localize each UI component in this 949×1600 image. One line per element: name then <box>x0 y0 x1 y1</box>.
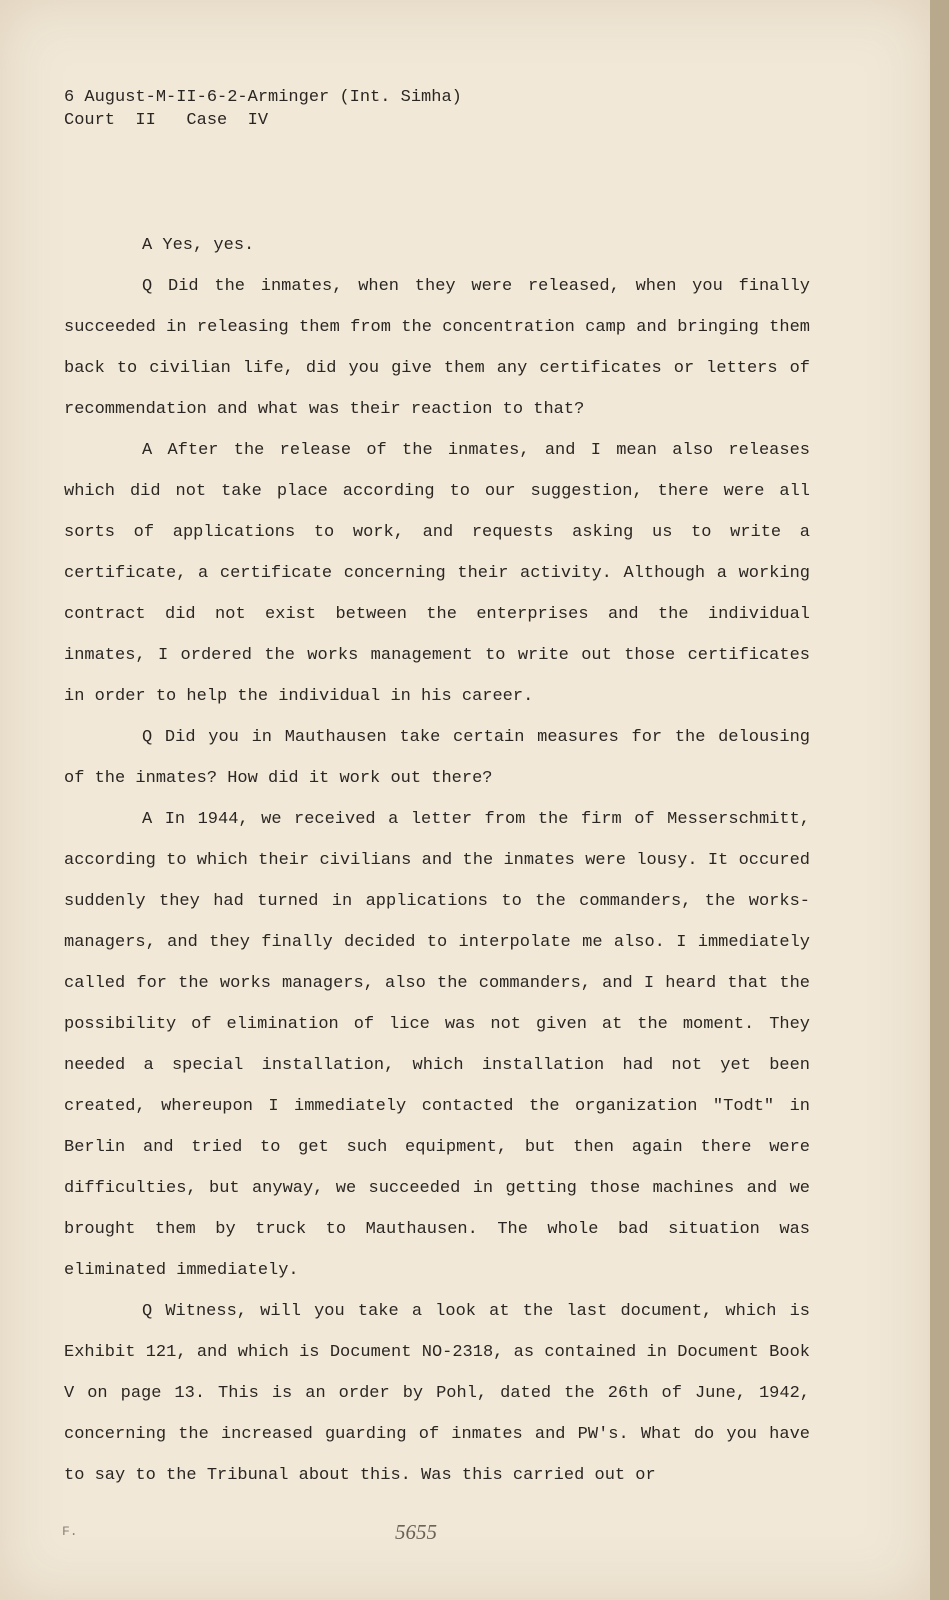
header-court-line: Court II Case IV <box>64 111 269 130</box>
question-paragraph: Q Did you in Mauthausen take certain measures for the delousing of the inmates? How did it work out there? <box>64 728 810 788</box>
margin-mark: F. <box>62 1524 78 1539</box>
question-paragraph: Q Did the inmates, when they were released, when you finally succeeded in releasing them from the concentration camp and bringing them back to civilian life, did you give them any certificates or letters of recommendation and what was their reaction to that? <box>64 277 810 419</box>
question-paragraph: Q Witness, will you take a look at the last document, which is Exhibit 121, and which is Document NO-2318, as contained in Document Book V on page 13. This is an order by Pohl, dated the 26th of June, 1942, concerning the increased guarding of inmates and PW's. What do you have to say to the Tribunal about this. Was this carried out or <box>64 1302 810 1485</box>
transcript <box>64 86 810 1496</box>
page-edge <box>930 0 949 1600</box>
header-session-line: 6 August-M-II-6-2-Arminger (Int. Simha) <box>64 88 462 107</box>
answer-paragraph: A Yes, yes. <box>142 236 255 255</box>
answer-paragraph: A In 1944, we received a letter from the firm of Messerschmitt, according to which their civilians and the inmates were lousy. It occured suddenly they had turned in applications to the commanders, the works-managers, and they finally decided to interpolate me also. I immediately called for the works managers, also the commanders, and I heard that the possibility of elimination of lice was not given at the moment. They needed a special installation, which installation had not yet been created, whereupon I immediately contacted the organization "Todt" in Berlin and tried to get such equipment, but then again there were difficulties, but anyway, we succeeded in getting those machines and we brought them by truck to Mauthausen. The whole bad situation was eliminated immediately. <box>64 810 810 1280</box>
page-number: 5655 <box>395 1520 437 1544</box>
transcript-body <box>64 225 810 1496</box>
answer-paragraph: A After the release of the inmates, and I mean also releases which did not take place according to our suggestion, there were all sorts of applications to work, and requests asking us to write a certificate, a certificate concerning their activity. Although a working contract did not exist between the enterprises and the individual inmates, I ordered the works management to write out those certificates in order to help the individual in his career. <box>64 441 810 706</box>
